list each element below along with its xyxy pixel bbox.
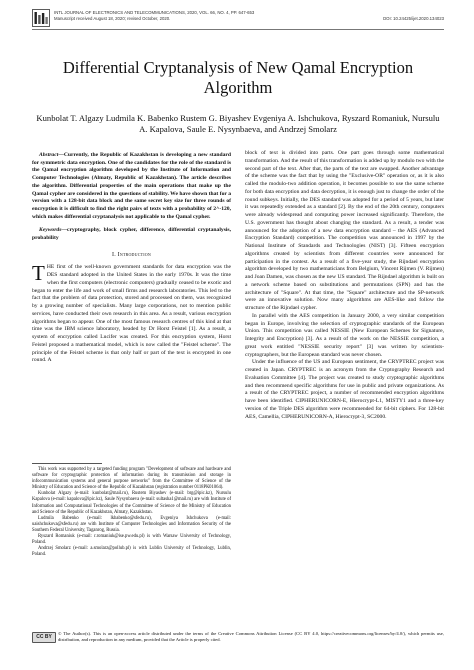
- license-text: © The Author(s). This is an open-access article distributed under the terms of the Creative Commons Attribution License (CC BY 4.0, https://creativecommons.org/licenses/by/4.0/), which permits use, distribution, and reproduction in any medium, provided that the Article is properly cited.: [58, 631, 444, 642]
- doi-line: DOI: 10.24425/ijet.2020.134023: [383, 15, 444, 21]
- footnotes: [32, 467, 231, 558]
- section-heading: [32, 252, 231, 260]
- footnote-affiliation-3: Ryszard Romaniuk (e-mail: r.romaniuk@ise.pw.edu.pl) is with Warsaw University of Technology, Poland.: [32, 534, 231, 546]
- section-number: I.: [112, 251, 116, 258]
- section-title: Introduction: [117, 251, 151, 258]
- drop-cap: T: [32, 261, 45, 286]
- manuscript-line: Manuscript received August 18, 2020; revised October, 2020.: [54, 15, 171, 21]
- abstract: [32, 152, 231, 221]
- right-paragraph-1: block of text is divided into parts. One part goes through some mathematical transformation. And the result of this transformation is added up by modulo two with the second part of the text. After that, the parts of the text are swapped. Another advantage of the scheme was the fact that by using the "Exclusive-OR" operation or, as it is also called the modulo-two addition operation, it becomes possible to use the same scheme for both data encryption and data decryption, it is enough just to change the order of the round subkeys. Initially, the DES standard was adopted for a period of 5 years, but later it was repeatedly extended as a standard [2]. By the end of the 20th century, computers were already widespread and computing power increased significantly. Therefore, the U.S. government has thought about changing the standard. As a result, a tender was announced for the adoption of a new data encryption standard – the AES (Advanced Encryption Standard) competition. The competition was announced in 1997 by the National Institute of Standards and Technologies (NIST) [3]. Fifteen encryption algorithms created by scientists from different countries were announced for participation in the contest. As a result of a five-year study, the Rijndael encryption algorithm developed by two mathematicians from Belgium, Vincent Rijmen (V. Rijmen) and Joan Damen, was chosen as the new US standard. The Rijndael algorithm is built on a network scheme based on substitutions and permutations (SPN) and has the architecture of "Square". At that time, the "Square" architecture and the SP-network were an innovative solution. Now many algorithms are AES-like and follow the structure of the Rijndael cypher.: [245, 150, 444, 311]
- footnote-affiliation-1: Kunbolat Algazy (e-mail: kunbolat@mail.ru), Rustem Biyashev (e-mail: brg@ipic.kz), Nursulu Kapalova (e-mail: kapalova@ipic.kz), Saule Nysynbaeva (e-mail: sultasha1@mail.ru) are with Institute of Information and Computational Technologies of the Committee of Science of the Ministry of Education and Science of the Republic of Kazakhstan, Almaty, Kazakhstan.: [32, 491, 231, 515]
- cc-license-icon: CC BY: [32, 632, 56, 643]
- header-text: [54, 10, 444, 21]
- license-block: [32, 628, 444, 650]
- left-column: [32, 152, 231, 365]
- journal-line: INTL JOURNAL OF ELECTRONICS AND TELECOMMUNICATIONS, 2020, VOL. 66, NO. 4, PP. 647-653: [54, 10, 255, 15]
- footnote-affiliation-2: Ludmila Babenko (e-mail: lkbabenko@sfedu.ru), Evgeniya Ishchukova (e-mail: uaishchukova@sfedu.ru) are with Institute of Computer Technologies and Information Security of the Southern Federal University, Taganrog, Russia.: [32, 515, 231, 533]
- footnote-affiliation-4: Andrzej Smolarz (e-mail: a.smolarz@pollub.pl) is with Lublin University of Technology, Lublin, Poland.: [32, 546, 231, 558]
- journal-logo-icon: [32, 9, 50, 27]
- footnote-funding: This work was supported by a targeted funding program "Development of software and hardware and software for cryptographic protection of information during its transmission and storage in infocommunication systems and general purpose networks" from the Committee of Science of the Ministry of Education and Science of the Republic of Kazakhstan (registration number 0118РК01064).: [32, 467, 231, 491]
- intro-text: HE first of the well-known government standards for data encryption was the DES standard adopted in the United States in the early 1970s. It was the time when the first computers (electronic computers) gradually ceased to be exotic and began to enter the life and work of small firms and research laboratories. This led to the fact that the problem of data protection, stored and processed on them, was recognized by a growing number of specialists. Many large corporations, not to mention public services, have conducted their own research in this area. As a result, various encryption algorithms began to appear. One of the most famous research centres of this kind at that time was the IBM science laboratory, headed by Dr Horst Feistel [1]. As a result, a system of encryption called Lucifer was created. For this encryption system, Horst Feistel proposed a mathematical model, which is now called the "Feistel scheme". The principle of the Feistel scheme is that only half or part of the text is encrypted in one round. A: [32, 264, 231, 364]
- keywords-label: Keywords: [39, 227, 62, 234]
- right-column: [245, 150, 444, 421]
- keywords: [32, 227, 231, 242]
- right-paragraph-3: Under the influence of the US and European sentiment, the CRYPTREC project was created in Japan. CRYPTREC is an acronym from the Cryptography Research and Evaluation Committee [4]. The project was created to study cryptographic algorithms and then recommend specific algorithms for use in public and private organizations. As a result of the CRYPTREC project, a number of recommended encryption algorithms have been identified. CIPHERUNICORN-E, Hierocrypt-L1, MISTY1 and a three-key version of the Triple DES algorithm were recommended for 64-bit ciphers. For 128-bit AES, Camellia, CIPHERUNICORN-A, Hierocrypt-3, SC2000.: [245, 359, 444, 420]
- keywords-text: —cryptography, block cypher, difference, differential cryptanalysis, probability: [32, 227, 231, 242]
- header-rule: [32, 29, 444, 30]
- paper-title: Differential Cryptanalysis of New Qamal Encryption Algorithm: [62, 58, 414, 97]
- author-list: Kunbolat T. Algazy Ludmila K. Babenko Rustem G. Biyashev Evgeniya A. Ishchukova, Ryszard Romaniuk, Nursulu A. Kapalova, Saule E. Nysynbaeva, and Andrzej Smolarz: [36, 113, 440, 134]
- abstract-label: Abstract: [39, 152, 59, 158]
- footnote-rule: [32, 463, 102, 464]
- journal-header: [32, 8, 444, 30]
- abstract-text: —Currently, the Republic of Kazakhstan is developing a new standard for symmetric data encryption. One of the candidates for the role of the standard is the Qamal encryption algorithm developed by the Institute of Information and Computer Technologies (Almaty, Republic of Kazakhstan). The article describes the algorithm. Differential properties of the main operations that make up the Qamal cypher are considered in the questions of stability. We have shown that for a version with a 128-bit data block and the same secret key size for three rounds of encryption it is difficult to find the right pairs of texts with a probability of 2^-120, which makes differential cryptanalysis not applicable to the Qamal cypher.: [32, 152, 231, 220]
- intro-paragraph: [32, 261, 231, 365]
- right-paragraph-2: In parallel with the AES competition in January 2000, a very similar competition began in Europe, involving the selection of cryptographic standards of the European Union. This competition was called NESSIE (New European Schemes for Signature, Integrity and Encryption) [3]. As a result of the work on the NESSIE competition, a great work entitled "NESSIE security report" [3] was written by scientists-cryptographers, but the European standard was never chosen.: [245, 312, 444, 358]
